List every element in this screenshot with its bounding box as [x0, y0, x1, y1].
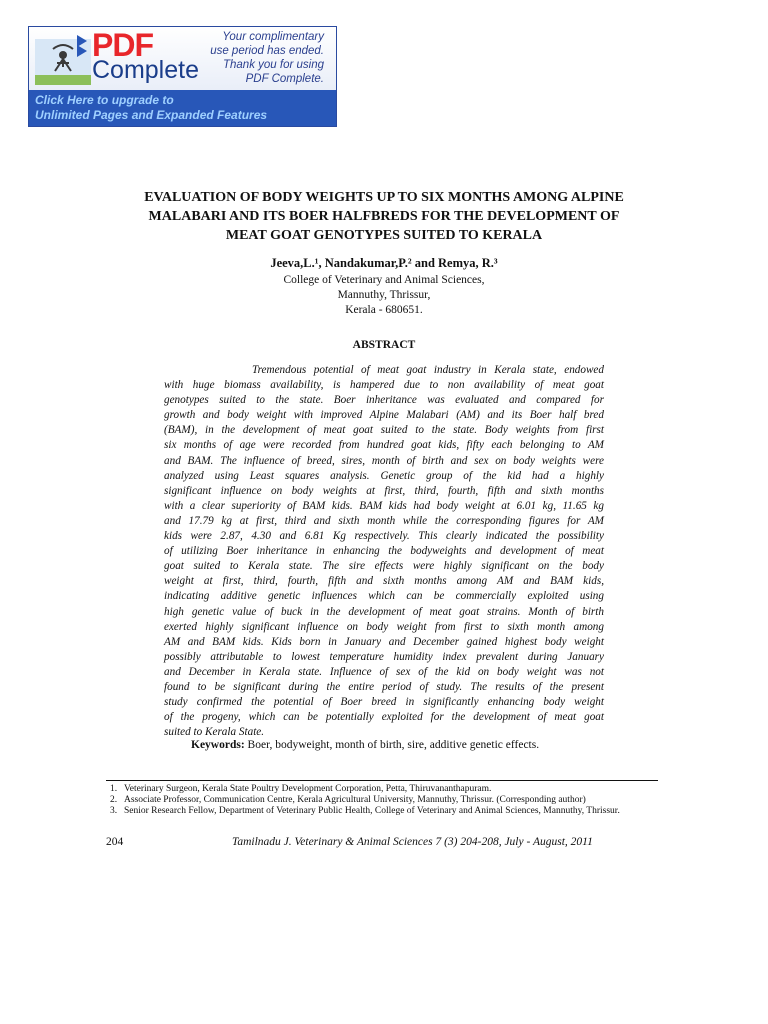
abstract-line: weight at first, third, fourth, fifth and sixth months among AM and BAM kids, — [164, 575, 604, 588]
abstract-line: goat suited to Kerala state. The sire effects were highly significant on the body — [164, 560, 604, 573]
authors: Jeeva,L.¹, Nandakumar,P.² and Remya, R.³ — [270, 256, 498, 270]
promo-message — [184, 30, 324, 86]
paper-title — [80, 188, 688, 245]
upgrade-link[interactable] — [35, 93, 330, 123]
affiliation-line: Kerala - 680651. — [345, 304, 423, 316]
abstract-line: indicating additive genetic influences which can be commercially exploited using — [164, 590, 604, 603]
keywords — [191, 739, 651, 751]
upgrade-line[interactable]: Click Here to upgrade to — [35, 93, 174, 107]
keywords-text: Boer, bodyweight, month of birth, sire, additive genetic effects. — [244, 739, 540, 751]
abstract-line: kids were 2.87, 4.30 and 6.81 Kg respectively. This clearly indicated the possibility — [164, 530, 604, 543]
promo-line: use period has ended. — [210, 45, 324, 57]
title-line: MALABARI AND ITS BOER HALFBREDS FOR THE DEVELOPMENT OF — [148, 209, 620, 224]
pdf-complete-logo-icon — [33, 31, 95, 87]
abstract-line: found to be significant during the entire period of study. The results of the present — [164, 680, 604, 693]
journal-citation: Tamilnadu J. Veterinary & Animal Sciences 7 (3) 204-208, July - August, 2011 — [232, 836, 593, 848]
abstract-line: analyzed using Least squares analysis. Genetic group of the kid had a highly — [164, 469, 604, 482]
abstract-line: Tremendous potential of meat goat industry in Kerala state, endowed — [252, 364, 604, 376]
upgrade-line[interactable]: Unlimited Pages and Expanded Features — [35, 108, 268, 122]
abstract-line: (BAM), in the development of meat goat suited to the state. Body weights from first — [164, 424, 604, 437]
footnote-number: 1. — [110, 784, 118, 794]
abstract-line: of utilizing Boer inheritance in enhancing the bodyweights and development of meat — [164, 545, 604, 558]
abstract-line: growth and body weight with improved Alpine Malabari (AM) and its Boer half bred — [164, 409, 604, 422]
abstract-line: significant influence on body weights at first, third, fourth, fifth and sixth months — [164, 484, 604, 497]
footnote — [110, 795, 660, 806]
logo-complete-text: Complete — [92, 56, 199, 84]
banner-logo-area — [29, 27, 336, 90]
abstract-line: with a clear superiority of BAM kids. BAM kids had body weight at 6.01 kg, 11.65 kg — [164, 499, 604, 512]
footnote — [110, 806, 660, 817]
abstract-body — [164, 363, 604, 740]
footnote-number: 2. — [110, 795, 118, 806]
footnote — [110, 784, 660, 795]
abstract-line: exerted highly significant influence on body weight from first to sixth month among — [164, 620, 604, 633]
abstract-line: possibly attributable to lowest temperature humidity index prevalent during January — [164, 650, 604, 663]
promo-line: Your complimentary — [222, 31, 324, 43]
promo-line: Thank you for using — [222, 59, 324, 71]
abstract-line: AM and BAM kids. Kids born in January and December gained highest body weight — [164, 635, 604, 648]
abstract-line: and December in Kerala state. Influence of sex of the kid on body weight was not — [164, 665, 604, 678]
abstract-line: suited to Kerala State. — [164, 726, 265, 739]
promo-line: PDF Complete. — [245, 73, 324, 85]
page-number: 204 — [106, 836, 124, 848]
affiliation-line: Mannuthy, Thrissur, — [337, 289, 431, 301]
abstract-heading: ABSTRACT — [352, 339, 416, 351]
title-line: EVALUATION OF BODY WEIGHTS UP TO SIX MONTHS AMONG ALPINE — [144, 190, 624, 205]
footnotes — [110, 784, 660, 818]
footnote-divider — [106, 780, 658, 781]
footnote-text: Associate Professor, Communication Centre, Kerala Agricultural University, Mannuthy, Thrissur. (Corresponding author) — [124, 795, 586, 806]
pdf-complete-banner[interactable] — [28, 26, 337, 127]
logo-pdf-text: PDF — [92, 27, 153, 63]
abstract-line: and BAM. The influence of breed, sires, month of birth and sex on body weights were — [164, 454, 604, 467]
footnote-text: Veterinary Surgeon, Kerala State Poultry Development Corporation, Petta, Thiruvananthapuram. — [124, 784, 492, 794]
abstract-line: with huge biomass availability, is hampered due to non availability of meat goat — [164, 379, 604, 392]
title-line: MEAT GOAT GENOTYPES SUITED TO KERALA — [225, 228, 543, 243]
abstract-line: six months of age were recorded from hundred goat kids, fifty each belonging to AM — [164, 439, 604, 452]
abstract-line: genotypes suited to the state. Boer inheritance was evaluated and compared for — [164, 394, 604, 407]
abstract-line: high genetic value of buck in the development of meat goat strains. Month of birth — [164, 605, 604, 618]
affiliation-line: College of Veterinary and Animal Sciences, — [283, 274, 485, 286]
affiliation — [0, 273, 768, 318]
footnote-text: Senior Research Fellow, Department of Veterinary Public Health, College of Veterinary and Animal Sciences, Mannuthy, Thrissur. — [124, 806, 620, 817]
footnote-number: 3. — [110, 806, 118, 817]
abstract-line: study confirmed the potential of Boer breed in significantly enhancing body weight — [164, 696, 604, 709]
abstract-line: of the progeny, which can be potentially exploited for the development of meat goat — [164, 711, 604, 724]
abstract-line: and 17.79 kg at first, third and sixth month while the corresponding figures for AM — [164, 514, 604, 527]
keywords-label: Keywords: — [191, 739, 245, 751]
